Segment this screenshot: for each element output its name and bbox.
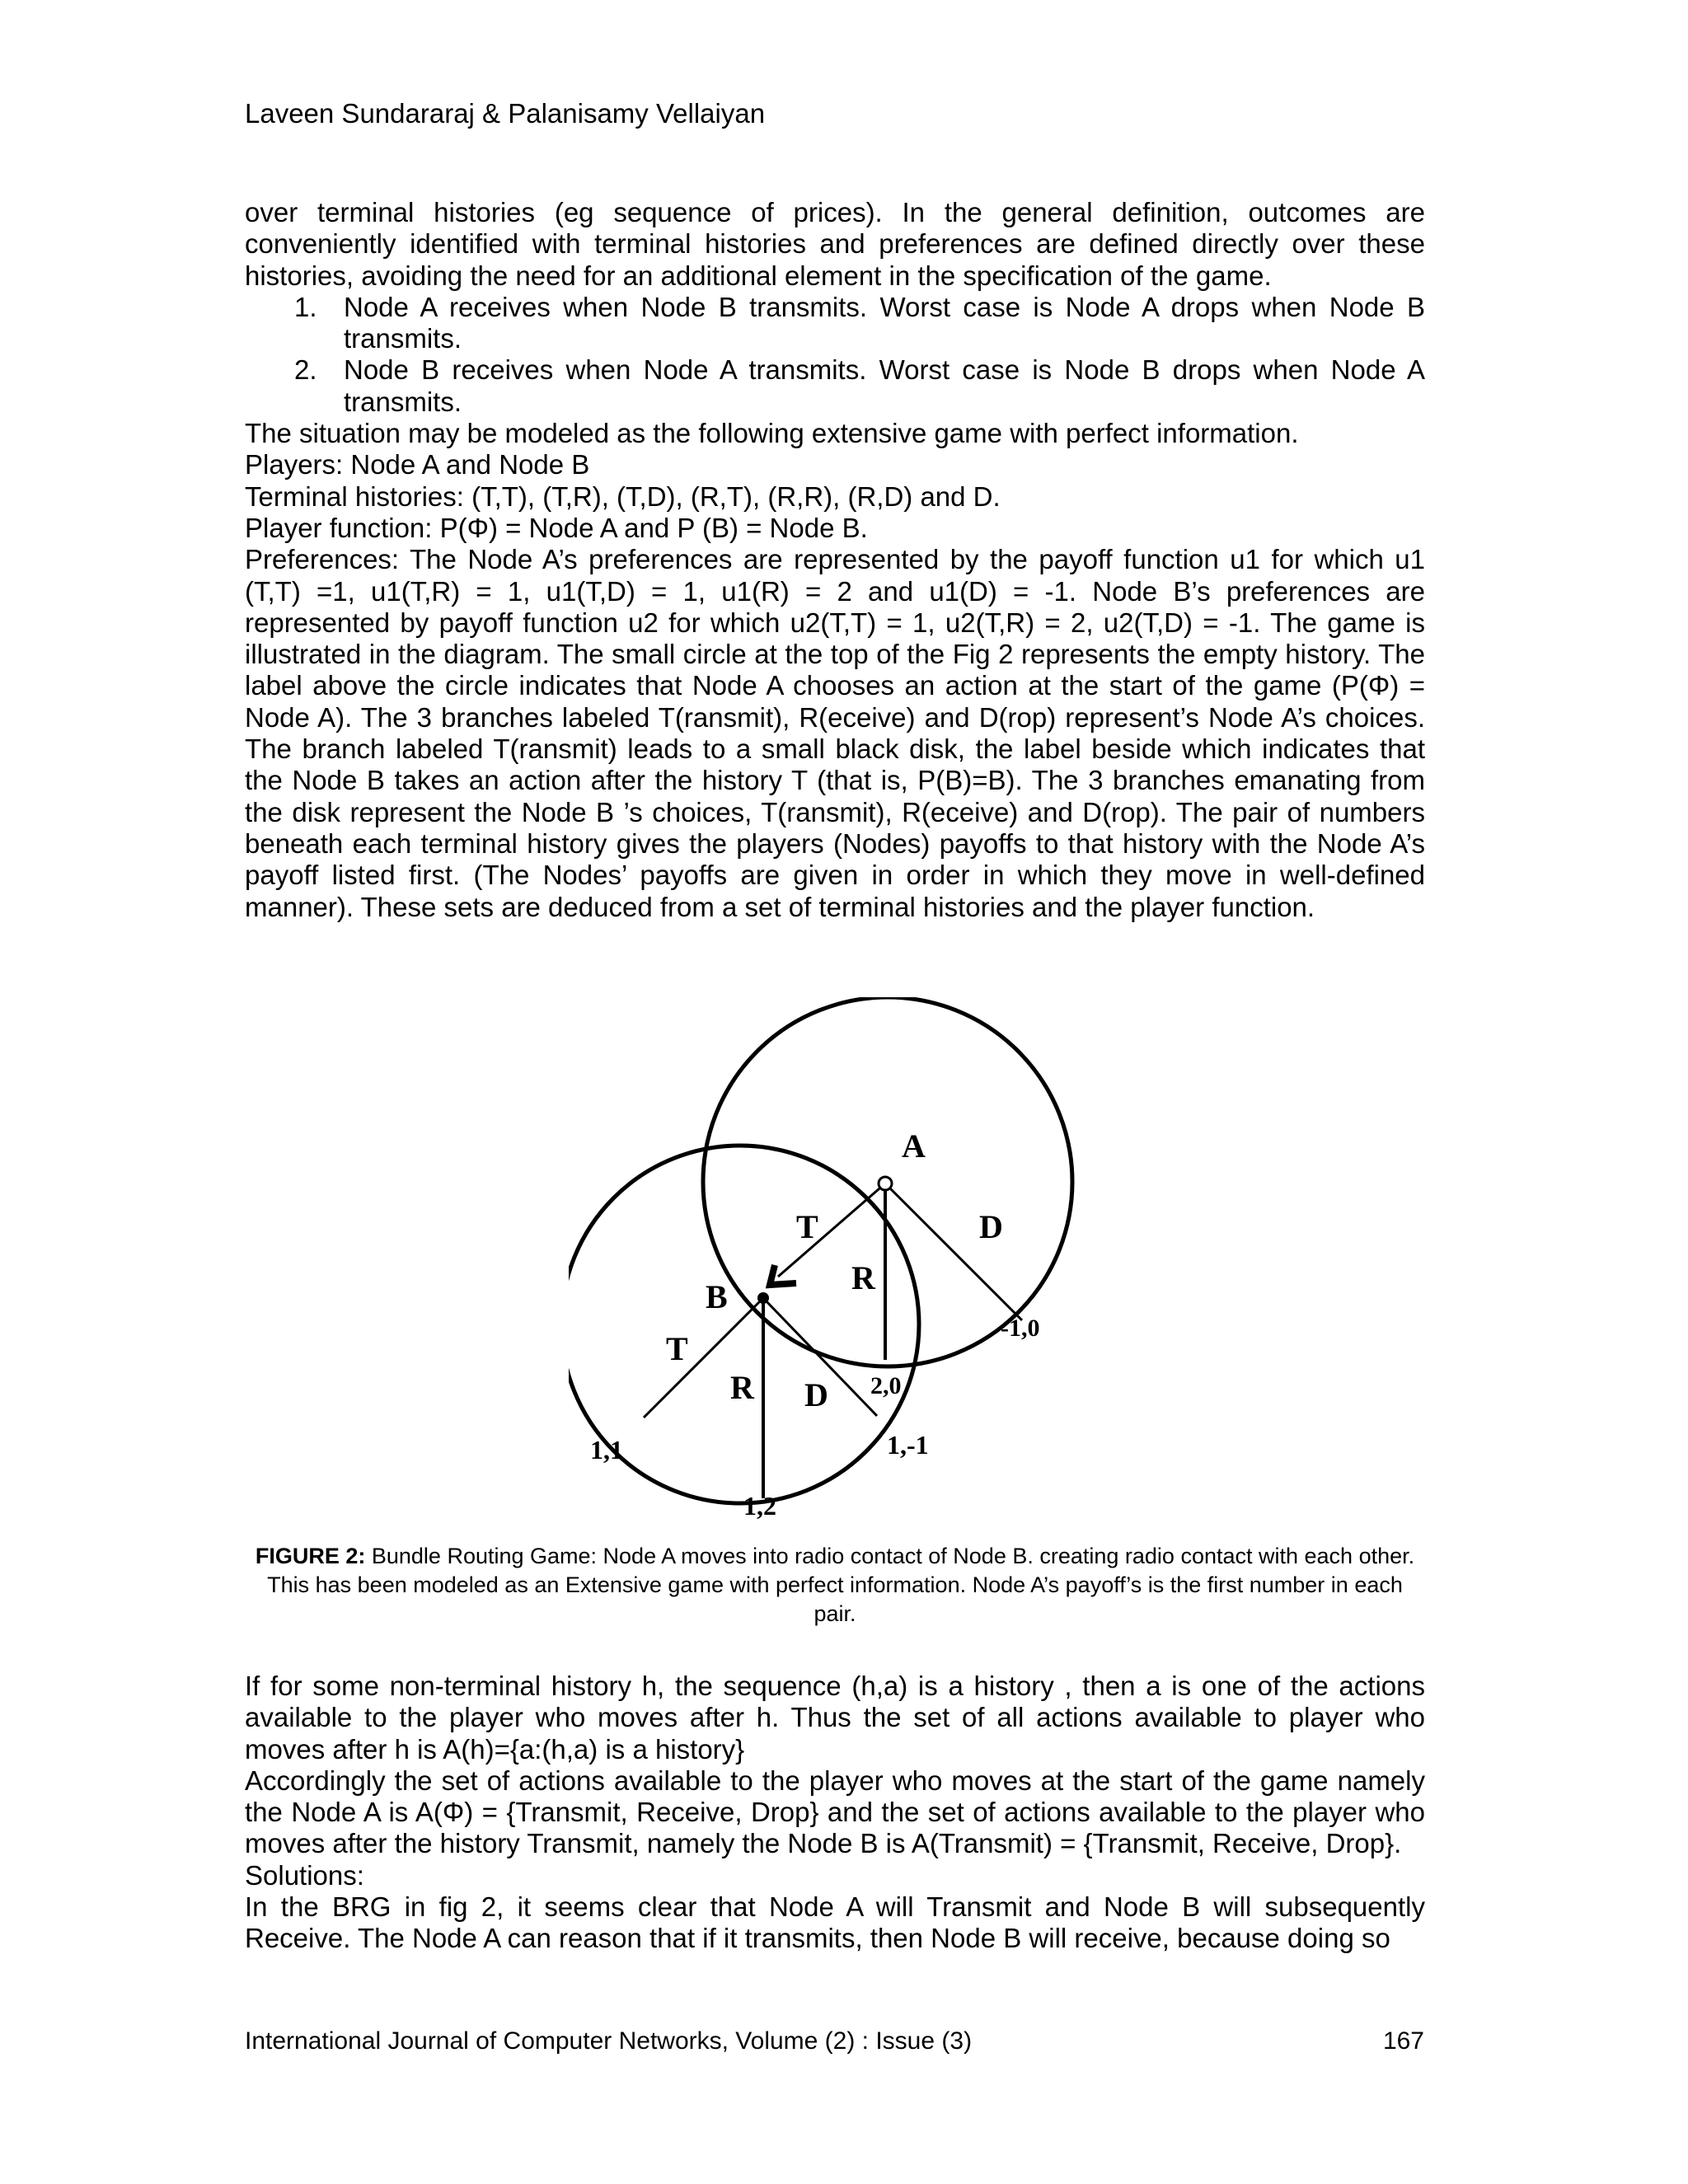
list-item-1 <box>245 292 1425 355</box>
action-sets-paragraph: Accordingly the set of actions available to the player who moves at the start of the game namely the Node A is A(Φ) = {Transmit, Receive, Drop} and the set of actions available to the player who moves after the history Transmit, namely the Node B is A(Transmit) = {Transmit, Receive, Drop}. <box>245 1765 1425 1859</box>
branch-a-d-label: D <box>979 1208 1003 1245</box>
node-a-label: A <box>902 1127 926 1165</box>
caption-text: Bundle Routing Game: Node A moves into radio contact of Node B. creating radio contact with each other. This has been modeled as an Extensive game with perfect information. Node A’s payoff’s is the first number in each pair. <box>267 1544 1415 1626</box>
list-text: Node A receives when Node B transmits. Worst case is Node A drops when Node B transmits. <box>344 291 1425 354</box>
branch-b-t-label: T <box>666 1330 688 1367</box>
payoff-a-d: -1,0 <box>1001 1315 1040 1342</box>
list-item-2 <box>245 354 1425 418</box>
list-number: 2. <box>294 354 317 386</box>
payoff-a-r: 2,0 <box>870 1372 902 1399</box>
payoff-b-t: 1,1 <box>590 1435 623 1465</box>
actions-paragraph: If for some non-terminal history h, the sequence (h,a) is a history , then a is one of the actions available to the player who moves after h. Thus the set of all actions available to player who moves after h is A(h)={a:(h,a) is a history} <box>245 1671 1425 1765</box>
branch-b-d-label: D <box>804 1376 828 1413</box>
branch-b-r-label: R <box>730 1369 754 1406</box>
running-header: Laveen Sundararaj & Palanisamy Vellaiyan <box>245 98 766 129</box>
body-text-top <box>245 197 1425 923</box>
preferences-paragraph: Preferences: The Node A’s preferences are represented by the payoff function u1 for which u1 (T,T) =1, u1(T,R) = 1, u1(T,D) = 1, u1(R) = 2 and u1(D) = -1. Node B’s preferences are represented by payoff function u2 for which u2(T,T) = 1, u2(T,R) = 2, u2(T,D) = -1. The game is illustrated in the diagram. The small circle at the top of the Fig 2 represents the empty history. The label above the circle indicates that Node A chooses an action at the start of the game (P(Φ) = Node A). The 3 branches labeled T(ransmit), R(eceive) and D(rop) represent’s Node A’s choices. The branch labeled T(ransmit) leads to a small black disk, the label beside which indicates that the Node B takes an action after the history T (that is, P(B)=B). The 3 branches emanating from the disk represent the Node B ’s choices, T(ransmit), R(eceive) and D(rop). The pair of numbers beneath each terminal history gives the players (Nodes) payoffs to that history with the Node A’s payoff listed first. (The Nodes’ payoffs are given in order in which they move in well-defined manner). These sets are deduced from a set of terminal histories and the player function. <box>245 544 1425 922</box>
node-b-label: B <box>706 1278 728 1315</box>
player-function-line: Player function: P(Φ) = Node A and P (B) = Node B. <box>245 512 868 543</box>
intro-paragraph: over terminal histories (eg sequence of prices). In the general definition, outcomes are conveniently identified with terminal histories and preferences are defined directly over these histories, avoiding the need for an additional element in the specification of the game. <box>245 197 1425 291</box>
figure-caption <box>245 1542 1425 1629</box>
branch-a-t-label: T <box>796 1208 818 1245</box>
terminal-histories-line: Terminal histories: (T,T), (T,R), (T,D), (R,T), (R,R), (R,D) and D. <box>245 480 1001 512</box>
payoff-b-r: 1,2 <box>743 1491 776 1521</box>
list-text: Node B receives when Node A transmits. Worst case is Node B drops when Node A transmits. <box>344 354 1425 417</box>
players-line: Players: Node A and Node B <box>245 449 590 480</box>
solutions-heading: Solutions: <box>245 1859 364 1891</box>
journal-footer: International Journal of Computer Networks, Volume (2) : Issue (3) <box>245 2027 973 2055</box>
node-b-disk <box>757 1292 769 1304</box>
payoff-b-d: 1,-1 <box>887 1430 929 1460</box>
page-number: 167 <box>1382 2027 1424 2055</box>
situation-line: The situation may be modeled as the following extensive game with perfect information. <box>245 418 1299 449</box>
branch-a-r-label: R <box>851 1259 875 1296</box>
list-number: 1. <box>294 291 317 322</box>
node-a-empty-history <box>879 1177 892 1190</box>
game-tree-figure <box>569 997 1113 1525</box>
body-text-bottom <box>245 1671 1425 1955</box>
solution-paragraph: In the BRG in fig 2, it seems clear that Node A will Transmit and Node B will subsequently Receive. The Node A can reason that if it transmits, then Node B will receive, because doing so <box>245 1891 1425 1954</box>
arrowhead-icon <box>770 1265 796 1285</box>
caption-label: FIGURE 2: <box>255 1544 366 1568</box>
